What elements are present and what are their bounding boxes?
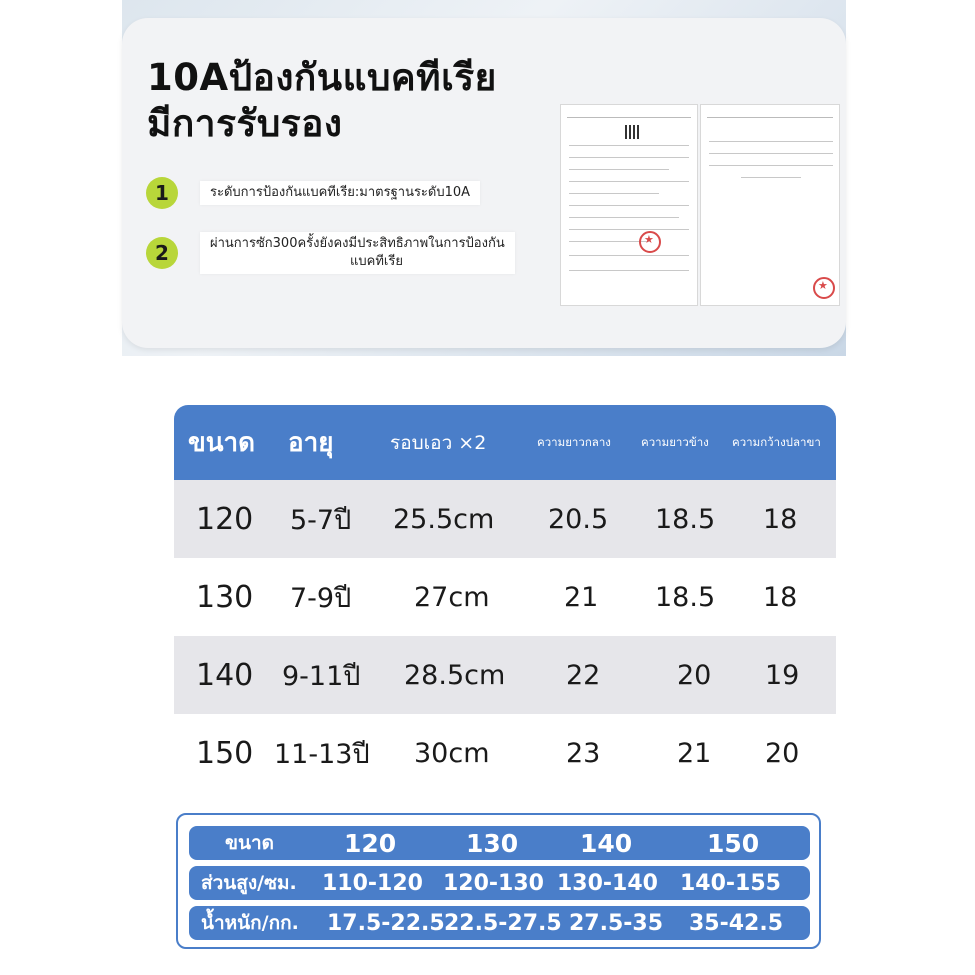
cell-side-length: 18.5 bbox=[655, 581, 716, 613]
title-line-2: มีการรับรอง bbox=[147, 102, 343, 145]
title-line-1: 10Aป้องกันแบคทีเรีย bbox=[147, 56, 497, 99]
height-weight-guide bbox=[176, 813, 821, 949]
table-row bbox=[174, 480, 836, 558]
cell-size: 140 bbox=[196, 657, 254, 693]
header-waist: รอบเอว ×2 bbox=[390, 431, 487, 454]
cell-center-length: 21 bbox=[564, 581, 599, 613]
height-value: 140-155 bbox=[680, 870, 781, 896]
feature-text bbox=[200, 232, 515, 274]
cell-center-length: 20.5 bbox=[548, 503, 609, 535]
size-value: 120 bbox=[344, 828, 397, 858]
weight-value: 35-42.5 bbox=[689, 910, 784, 936]
weight-value: 17.5-22.5 bbox=[327, 910, 445, 936]
cell-center-length: 22 bbox=[566, 659, 601, 691]
header-age: อายุ bbox=[288, 428, 334, 458]
cell-side-length: 20 bbox=[677, 659, 712, 691]
feature-item-1 bbox=[146, 177, 480, 209]
cell-waist: 25.5cm bbox=[393, 503, 495, 535]
cell-size: 130 bbox=[196, 579, 254, 615]
size-value: 140 bbox=[580, 828, 633, 858]
feature-item-2 bbox=[146, 232, 515, 274]
cell-size: 120 bbox=[196, 501, 254, 537]
cell-side-length: 18.5 bbox=[655, 503, 716, 535]
test-report-image-1 bbox=[560, 104, 698, 306]
cell-age: 9-11ปี bbox=[282, 660, 361, 692]
cell-center-length: 23 bbox=[566, 737, 601, 769]
header-side-length: ความยาวข้าง bbox=[641, 434, 709, 449]
cell-waist: 27cm bbox=[414, 581, 490, 613]
cell-age: 11-13ปี bbox=[274, 738, 370, 770]
size-value: 150 bbox=[707, 828, 760, 858]
guide-weight-row bbox=[189, 906, 810, 940]
cell-waist: 28.5cm bbox=[404, 659, 506, 691]
height-value: 120-130 bbox=[443, 870, 544, 896]
table-row bbox=[174, 714, 836, 792]
weight-value: 22.5-27.5 bbox=[444, 910, 562, 936]
size-row-label: ขนาด bbox=[225, 832, 274, 854]
feature-text: ระดับการป้องกันแบคทีเรีย:มาตรฐานระดับ10A bbox=[200, 181, 480, 205]
cell-waist: 30cm bbox=[414, 737, 490, 769]
table-row bbox=[174, 558, 836, 636]
feature-number-badge: 1 bbox=[146, 177, 178, 209]
antibacterial-title bbox=[147, 55, 497, 147]
height-row-label: ส่วนสูง/ซม. bbox=[201, 872, 297, 894]
guide-size-row bbox=[189, 826, 810, 860]
cell-leg-width: 18 bbox=[763, 503, 798, 535]
height-value: 130-140 bbox=[557, 870, 658, 896]
feature-text-line-1: ผ่านการซัก300ครั้งยังคงมีประสิทธิภาพในการป้องกัน bbox=[210, 236, 505, 251]
cell-leg-width: 19 bbox=[765, 659, 800, 691]
header-center-length: ความยาวกลาง bbox=[537, 434, 611, 449]
cell-age: 5-7ปี bbox=[290, 504, 352, 536]
weight-row-label: น้ำหนัก/กก. bbox=[201, 912, 299, 934]
header-size: ขนาด bbox=[188, 428, 256, 458]
cell-size: 150 bbox=[196, 735, 254, 771]
height-value: 110-120 bbox=[322, 870, 423, 896]
feature-text-line-2: แบคทีเรีย bbox=[350, 254, 403, 269]
size-chart-table bbox=[174, 405, 836, 792]
weight-value: 27.5-35 bbox=[569, 910, 664, 936]
table-row bbox=[174, 636, 836, 714]
feature-number-badge: 2 bbox=[146, 237, 178, 269]
cell-age: 7-9ปี bbox=[290, 582, 352, 614]
size-value: 130 bbox=[466, 828, 519, 858]
certification-seal-icon bbox=[639, 231, 661, 253]
size-chart-header bbox=[174, 405, 836, 480]
guide-height-row bbox=[189, 866, 810, 900]
header-leg-width: ความกว้างปลาขา bbox=[732, 434, 821, 449]
certification-seal-icon bbox=[813, 277, 835, 299]
cell-leg-width: 18 bbox=[763, 581, 798, 613]
qr-code-icon bbox=[625, 125, 639, 139]
test-report-image-2 bbox=[700, 104, 840, 306]
cell-leg-width: 20 bbox=[765, 737, 800, 769]
cell-side-length: 21 bbox=[677, 737, 712, 769]
